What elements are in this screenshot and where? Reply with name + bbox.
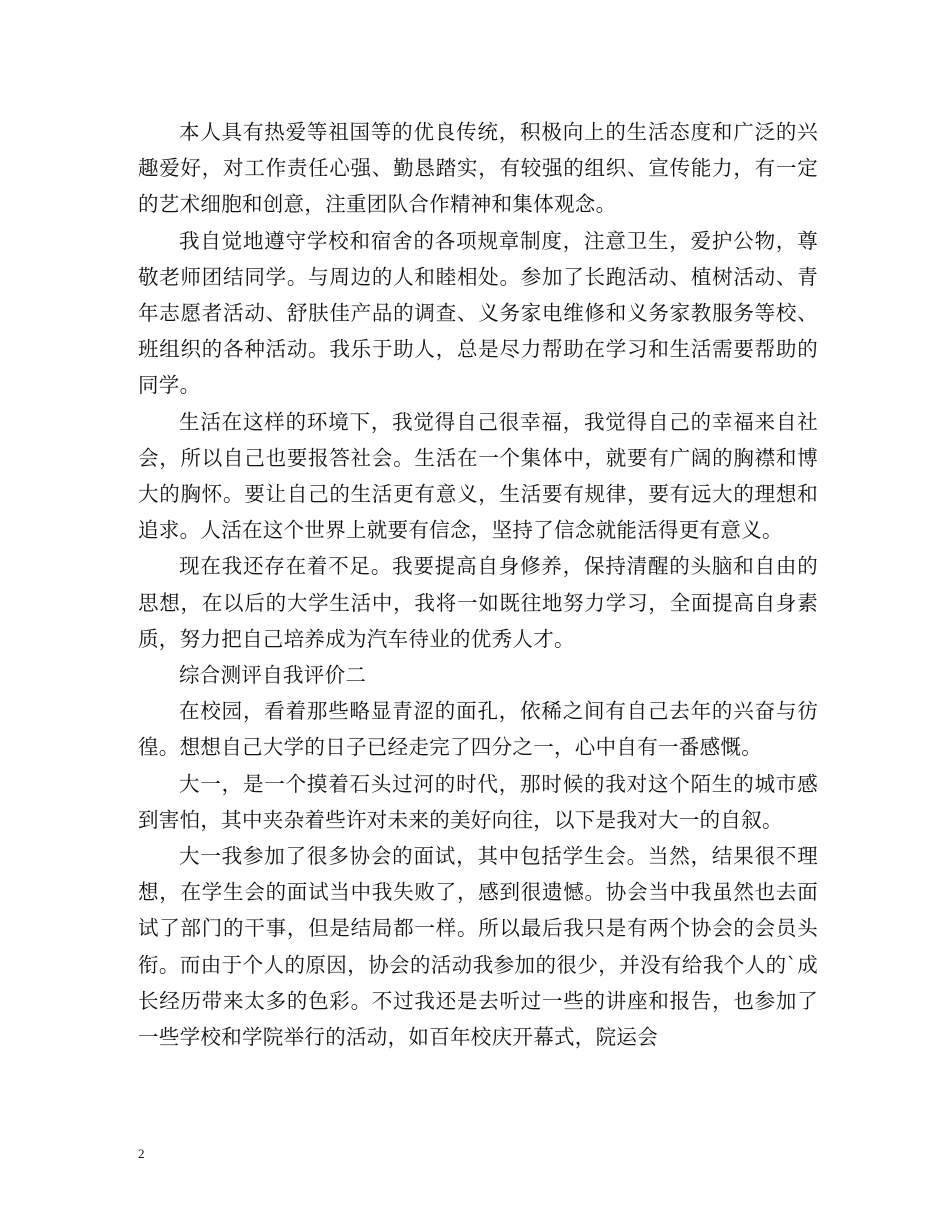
paragraph-personal-qualities: 本人具有热爱等祖国等的优良传统，积极向上的生活态度和广泛的兴趣爱好，对工作责任心强、勤恳踏实，有较强的组织、宣传能力，有一定的艺术细胞和创意，注重团队合作精神和集体观念。 [138,120,818,217]
paragraph-associations: 大一我参加了很多协会的面试，其中包括学生会。当然，结果很不理想，在学生会的面试当中我失败了，感到很遗憾。协会当中我虽然也去面试了部门的干事，但是结局都一样。所以最后我只是有两个协会的会员头衔。而由于个人的原因，协会的活动我参加的很少，并没有给我个人的`成长经历带来太多的色彩。不过我还是去听过一些的讲座和报告，也参加了一些学校和学院举行的活动，如百年校庆开幕式，院运会 [138,844,818,1050]
paragraph-campus: 在校园，看着那些略显青涩的面孔，依稀之间有自己去年的兴奋与彷徨。想想自己大学的日子已经走完了四分之一，心中自有一番感慨。 [138,699,818,760]
section-heading: 综合测评自我评价二 [179,663,367,688]
paragraph-freshman-year: 大一，是一个摸着石头过河的时代，那时候的我对这个陌生的城市感到害怕，其中夹杂着些许对未来的美好向往，以下是我对大一的自叙。 [138,771,818,832]
page-number: 2 [138,1146,145,1161]
paragraph-shortcomings: 现在我还存在着不足。我要提高自身修养，保持清醒的头脑和自由的思想，在以后的大学生活中，我将一如既往地努力学习，全面提高自身素质，努力把自己培养成为汽车待业的优秀人才。 [138,554,818,651]
paragraph-school-conduct: 我自觉地遵守学校和宿舍的各项规章制度，注意卫生，爱护公物，尊敬老师团结同学。与周边的人和睦相处。参加了长跑活动、植树活动、青年志愿者活动、舒肤佳产品的调查、义务家电维修和义务家教服务等校、班组织的各种活动。我乐于助人，总是尽力帮助在学习和生活需要帮助的同学。 [138,228,818,398]
body-text [138,114,818,1055]
paragraph-life-outlook: 生活在这样的环境下，我觉得自己很幸福，我觉得自己的幸福来自社会，所以自己也要报答社会。生活在一个集体中，就要有广阔的胸襟和博大的胸怀。要让自己的生活更有意义，生活要有规律，要有远大的理想和追求。人活在这个世界上就要有信念，坚持了信念就能活得更有意义。 [138,409,818,543]
